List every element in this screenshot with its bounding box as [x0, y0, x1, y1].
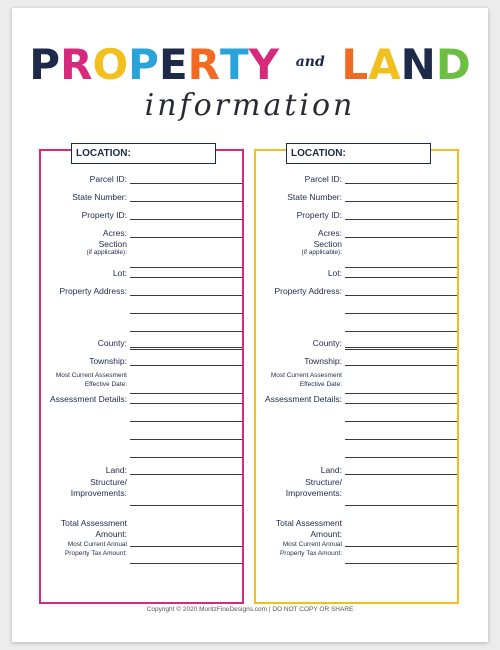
field-write-line[interactable] — [345, 393, 457, 394]
field-label-structure-1: Structure/ — [305, 477, 342, 487]
field-label-tax-1: Most Current Annual — [282, 541, 342, 548]
field-write-line[interactable] — [130, 421, 242, 422]
field-label-section-sub: (if applicable): — [86, 249, 127, 256]
field-write-line[interactable] — [345, 277, 457, 278]
location-column-right — [254, 149, 459, 604]
form-title — [12, 42, 488, 88]
field-write-line[interactable] — [130, 505, 242, 506]
field-write-line[interactable] — [130, 474, 242, 475]
field-label-land: Land: — [320, 465, 342, 475]
location-column-left — [39, 149, 244, 604]
field-write-line[interactable] — [130, 295, 242, 296]
field-write-line[interactable] — [130, 365, 242, 366]
field-write-line[interactable] — [345, 237, 457, 238]
field-write-line[interactable] — [345, 563, 457, 564]
field-label-township: Township: — [304, 356, 342, 366]
field-label-property-id: Property ID: — [296, 210, 342, 220]
title-letter: P — [29, 40, 61, 89]
field-write-line[interactable] — [345, 421, 457, 422]
field-label-section-sub: (if applicable): — [301, 249, 342, 256]
field-label-structure-2: Improvements: — [285, 488, 342, 498]
field-label-assessment-date-1: Most Current Assesment — [55, 372, 127, 379]
title-letter: Y — [248, 40, 280, 89]
field-label-tax-2: Property Tax Amount: — [279, 550, 342, 557]
field-label-section: Section — [313, 239, 342, 249]
title-letter: R — [60, 40, 93, 89]
field-write-line[interactable] — [130, 349, 242, 350]
field-write-line[interactable] — [130, 457, 242, 458]
copyright-footer: Copyright © 2020 MoritzFineDesigns.com | DO NOT COPY OR SHARE — [146, 606, 354, 613]
title-letter: N — [400, 40, 436, 89]
field-write-line[interactable] — [345, 295, 457, 296]
field-write-line[interactable] — [130, 393, 242, 394]
field-label-county: County: — [97, 338, 127, 348]
field-write-line[interactable] — [130, 439, 242, 440]
field-label-section: Section — [98, 239, 127, 249]
field-write-line[interactable] — [130, 403, 242, 404]
field-write-line[interactable] — [130, 563, 242, 564]
title-and: and — [295, 53, 325, 70]
field-label-total-1: Total Assessment — [60, 518, 127, 528]
form-sheet — [12, 8, 488, 642]
field-label-tax-1: Most Current Annual — [67, 541, 127, 548]
field-label-assessment-details: Assessment Details: — [50, 394, 127, 404]
field-label-property-address: Property Address: — [274, 286, 342, 296]
field-label-tax-2: Property Tax Amount: — [64, 550, 127, 557]
field-write-line[interactable] — [345, 183, 457, 184]
field-label-assessment-date-2: Effective Date: — [299, 381, 342, 388]
field-label-property-id: Property ID: — [81, 210, 127, 220]
title-letter: E — [158, 40, 188, 89]
field-label-parcel-id: Parcel ID: — [89, 174, 127, 184]
field-label-structure-1: Structure/ — [90, 477, 127, 487]
title-property — [29, 42, 279, 88]
field-label-total-2: Amount: — [95, 529, 127, 539]
field-label-assessment-date-2: Effective Date: — [84, 381, 127, 388]
field-label-parcel-id: Parcel ID: — [304, 174, 342, 184]
field-label-lot: Lot: — [327, 268, 342, 278]
title-letter: A — [368, 40, 401, 89]
field-write-line[interactable] — [130, 237, 242, 238]
title-letter: O — [92, 40, 129, 89]
field-write-line[interactable] — [345, 313, 457, 314]
location-heading: LOCATION: — [71, 143, 216, 164]
field-write-line[interactable] — [345, 267, 457, 268]
field-write-line[interactable] — [345, 219, 457, 220]
title-letter: T — [220, 40, 249, 89]
field-label-total-1: Total Assessment — [275, 518, 342, 528]
field-write-line[interactable] — [130, 546, 242, 547]
field-write-line[interactable] — [345, 546, 457, 547]
field-write-line[interactable] — [345, 347, 457, 348]
title-letter: P — [128, 40, 159, 89]
field-write-line[interactable] — [130, 347, 242, 348]
field-label-land: Land: — [105, 465, 127, 475]
location-heading: LOCATION: — [286, 143, 431, 164]
field-label-state-number: State Number: — [287, 192, 342, 202]
field-write-line[interactable] — [345, 365, 457, 366]
field-label-lot: Lot: — [112, 268, 127, 278]
title-land — [341, 42, 470, 88]
field-label-township: Township: — [89, 356, 127, 366]
title-script: information — [144, 88, 356, 123]
field-label-acres: Acres: — [317, 228, 342, 238]
field-label-acres: Acres: — [102, 228, 127, 238]
title-letter: D — [435, 40, 471, 89]
field-write-line[interactable] — [130, 201, 242, 202]
field-write-line[interactable] — [345, 201, 457, 202]
title-letter: L — [341, 40, 369, 89]
field-write-line[interactable] — [345, 403, 457, 404]
field-write-line[interactable] — [130, 313, 242, 314]
field-label-assessment-date-1: Most Current Assesment — [270, 372, 342, 379]
field-write-line[interactable] — [130, 267, 242, 268]
field-write-line[interactable] — [130, 277, 242, 278]
field-label-total-2: Amount: — [310, 529, 342, 539]
field-label-structure-2: Improvements: — [70, 488, 127, 498]
field-label-property-address: Property Address: — [59, 286, 127, 296]
field-write-line[interactable] — [345, 439, 457, 440]
field-label-county: County: — [312, 338, 342, 348]
field-write-line[interactable] — [345, 474, 457, 475]
field-label-state-number: State Number: — [72, 192, 127, 202]
field-write-line[interactable] — [345, 331, 457, 332]
title-letter: R — [187, 40, 220, 89]
field-write-line[interactable] — [345, 457, 457, 458]
field-write-line[interactable] — [130, 183, 242, 184]
field-label-assessment-details: Assessment Details: — [265, 394, 342, 404]
field-write-line[interactable] — [130, 219, 242, 220]
field-write-line[interactable] — [345, 505, 457, 506]
field-write-line[interactable] — [130, 331, 242, 332]
field-write-line[interactable] — [345, 349, 457, 350]
